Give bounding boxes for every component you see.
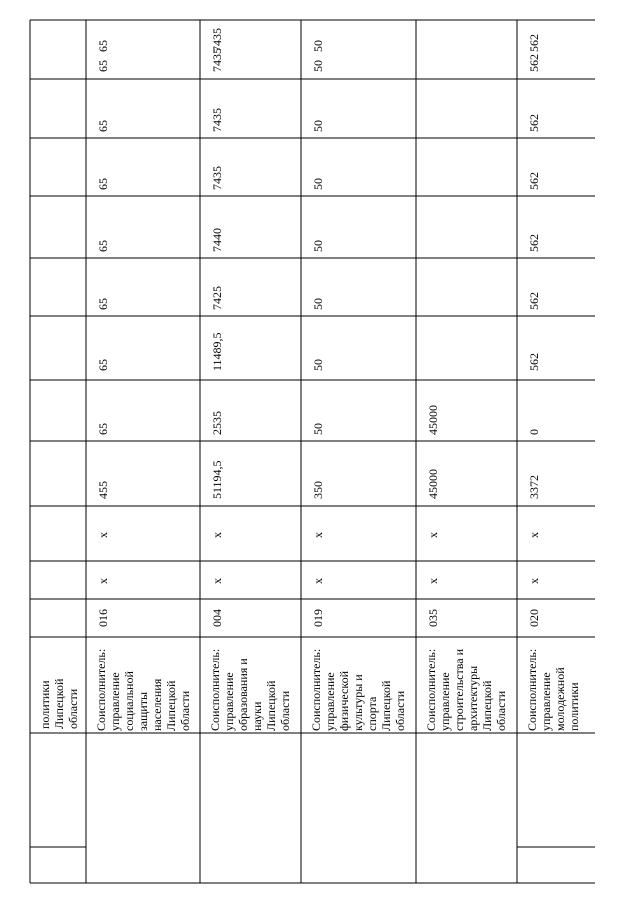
value-cell: 7440 — [210, 228, 224, 252]
mark-cell: x — [210, 578, 224, 584]
mark-cell: x — [527, 578, 541, 584]
mark-cell: x — [527, 532, 541, 538]
value-cell: 50 — [311, 298, 325, 310]
value-cell: 51194,5 — [210, 460, 224, 499]
mark-cell: x — [96, 532, 110, 538]
mark-cell: x — [311, 532, 325, 538]
value-cell: 562 — [527, 172, 541, 190]
value-cell: 455 — [96, 481, 110, 499]
value-cell: 7435 — [210, 48, 224, 72]
value-cell: 2535 — [210, 411, 224, 435]
value-cell: 11489,5 — [210, 332, 224, 371]
value-cell: 350 — [311, 481, 325, 499]
value-cell: 50 — [311, 60, 325, 72]
value-cell: 45000 — [426, 405, 440, 435]
budget-code: 019 — [311, 609, 325, 627]
value-cell: 562 — [527, 353, 541, 371]
value-cell: 65 — [96, 240, 110, 252]
value-cell: 65 — [96, 298, 110, 310]
value-cell: 65 — [96, 178, 110, 190]
value-cell: 65 — [96, 60, 110, 72]
mark-cell: x — [96, 578, 110, 584]
row-description: Соисполнитель: управление социальной защиты населения Липецкой области — [94, 648, 192, 731]
value-cell: 50 — [311, 240, 325, 252]
value-cell: 50 — [311, 178, 325, 190]
row-description: Соисполнитель: управление молодежной политики — [525, 648, 581, 731]
value-cell: 562 — [527, 54, 541, 72]
value-cell: 7435 — [210, 28, 224, 52]
mark-cell: x — [311, 578, 325, 584]
value-cell: 562 — [527, 234, 541, 252]
budget-code: 004 — [210, 609, 224, 627]
value-cell: 7435 — [210, 108, 224, 132]
value-cell: 3372 — [527, 475, 541, 499]
row-description: Соисполнитель: управление строительства и архитектуры Липецкой области — [424, 648, 508, 731]
value-cell: 45000 — [426, 469, 440, 499]
value-cell: 562 — [527, 114, 541, 132]
value-cell: 7425 — [210, 286, 224, 310]
row-description: Соисполнитель: управление образования и науки Липецкой области — [208, 648, 292, 731]
mark-cell: x — [210, 532, 224, 538]
value-cell: 65 — [96, 423, 110, 435]
row-description: Соисполнитель: управление физической культуры и спорта Липецкой области — [309, 648, 407, 731]
budget-code: 016 — [96, 609, 110, 627]
value-cell: 7435 — [210, 166, 224, 190]
budget-code: 035 — [426, 609, 440, 627]
value-cell: 65 — [96, 359, 110, 371]
value-cell: 65 — [96, 40, 110, 52]
value-cell: 562 — [527, 34, 541, 52]
mark-cell: x — [426, 578, 440, 584]
value-cell: 50 — [311, 423, 325, 435]
value-cell: 0 — [527, 429, 541, 435]
budget-code: 020 — [527, 609, 541, 627]
row-description: политики Липецкой области — [38, 678, 80, 729]
value-cell: 50 — [311, 359, 325, 371]
value-cell: 562 — [527, 292, 541, 310]
value-cell: 50 — [311, 120, 325, 132]
mark-cell: x — [426, 532, 440, 538]
value-cell: 65 — [96, 120, 110, 132]
value-cell: 50 — [311, 40, 325, 52]
